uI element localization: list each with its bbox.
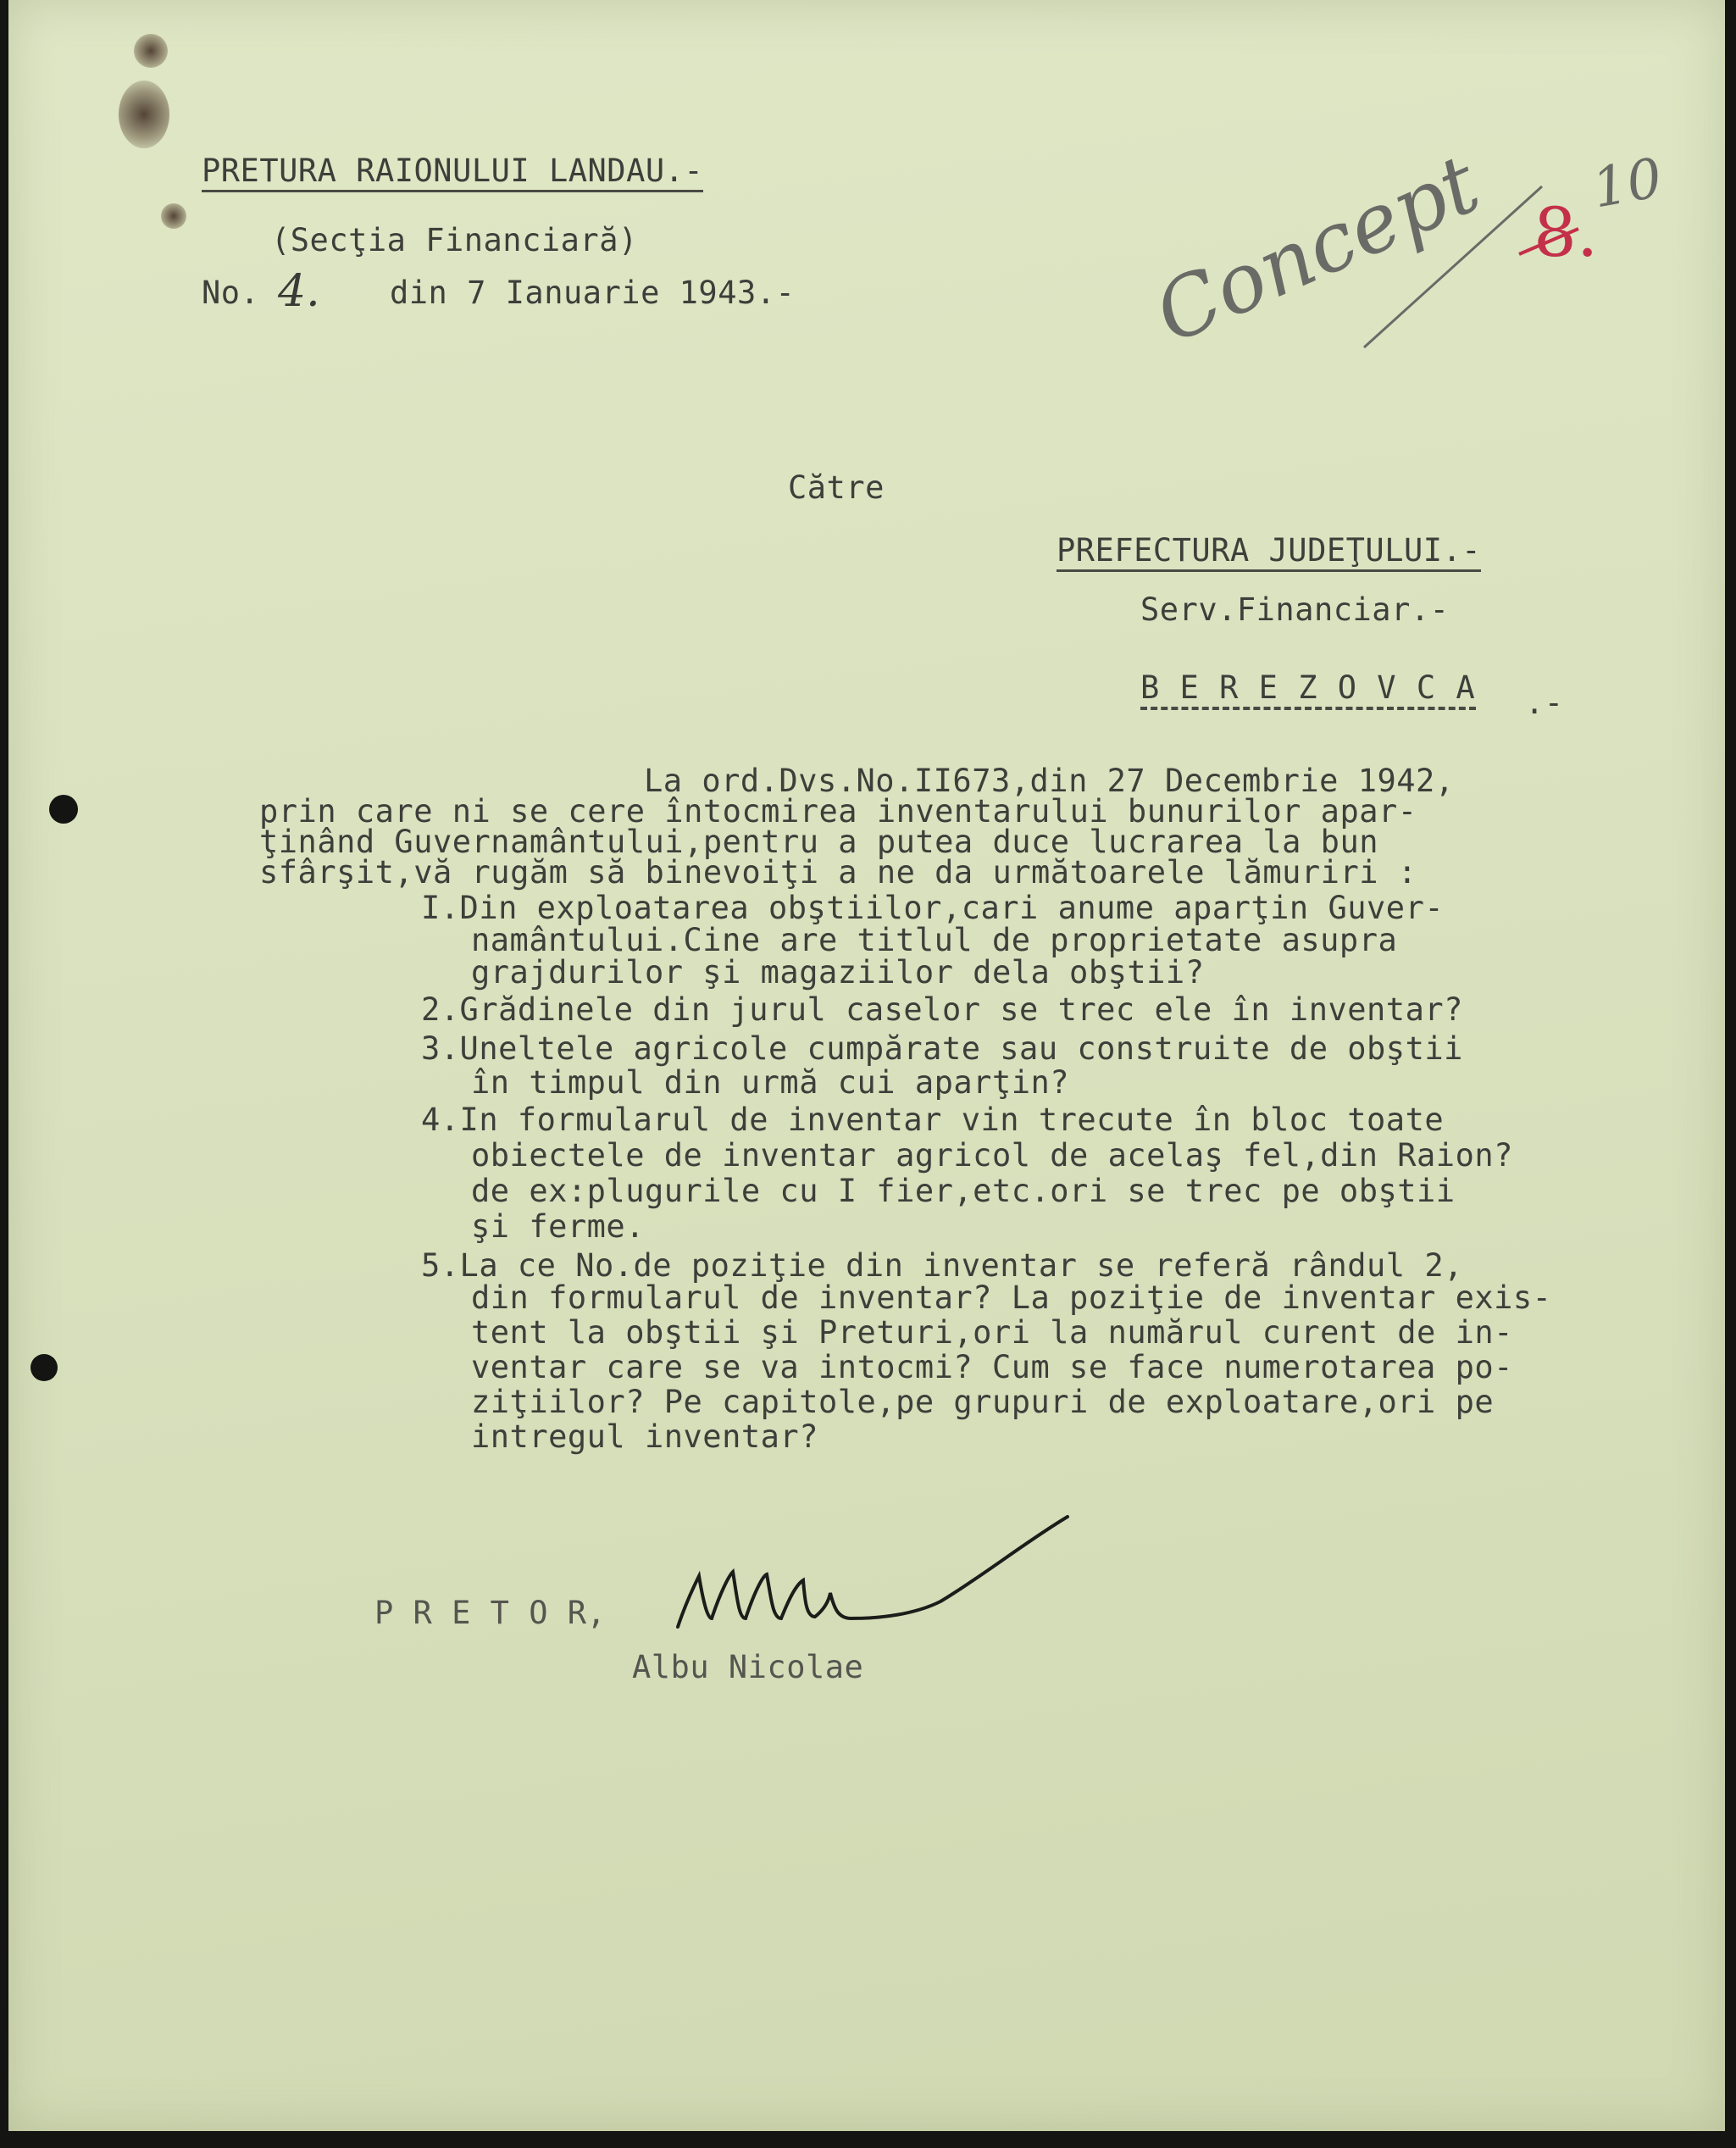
body-line: obiectele de inventar agricol de acelaş fel,din Raion? (471, 1137, 1513, 1174)
body-line: din formularul de inventar? La poziţie de inventar exis- (471, 1279, 1552, 1316)
red-strike-line (1515, 212, 1583, 280)
ink-stain (134, 34, 168, 68)
pencil-number-annotation: 10 (1588, 147, 1667, 221)
recipient-institution: PREFECTURA JUDEŢULUI.- (1057, 534, 1481, 572)
red-number-annotation: 8. (1534, 193, 1599, 272)
body-line: prin care ni se cere întocmirea inventarului bunurilor apar- (259, 793, 1417, 830)
body-line: ventar care se va intocmi? Cum se face numerotarea po- (471, 1349, 1513, 1385)
body-line: tent la obştii şi Preturi,ori la numărul curent de in- (471, 1314, 1513, 1351)
punch-hole-top (49, 795, 78, 824)
punch-hole-bottom (31, 1354, 58, 1381)
body-line: 2.Grădinele din jurul caselor se trec ele în inventar? (421, 991, 1463, 1028)
document-number-handwritten: 4. (278, 266, 320, 317)
ink-stain (119, 80, 169, 148)
body-line: de ex:plugurile cu I fier,etc.ori se trec pe obştii (471, 1173, 1456, 1209)
section-title: (Secţia Financiară) (271, 222, 638, 258)
body-line: 4.In formularul de inventar vin trecute în bloc toate (421, 1102, 1445, 1138)
body-line: La ord.Dvs.No.II673,din 27 Decembrie 1942, (644, 763, 1455, 799)
signature-title: P R E T O R, (374, 1595, 607, 1631)
ink-stain (161, 203, 186, 229)
body-line: ziţiilor? Pe capitole,pe grupuri de exploatare,ori pe (471, 1384, 1495, 1420)
body-line: I.Din exploatarea obştiilor,cari anume aparţin Guver- (421, 890, 1445, 926)
document-page (8, 0, 1725, 2131)
recipient-city: B E R E Z O V C A (1140, 671, 1476, 710)
office-title: PRETURA RAIONULUI LANDAU.- (202, 154, 703, 192)
handwritten-signature (661, 1491, 1101, 1661)
body-line: intregul inventar? (471, 1418, 818, 1455)
document-number-label: No. (202, 275, 260, 311)
body-line: grajdurilor şi magaziilor dela obştii? (471, 954, 1205, 991)
body-line: 3.Uneltele agricole cumpărate sau construite de obştii (421, 1030, 1463, 1067)
body-line: 5.La ce No.de poziţie din inventar se referă rândul 2, (421, 1247, 1463, 1284)
body-line: namântului.Cine are titlul de proprietate asupra (471, 922, 1398, 958)
body-line: ţinând Guvernamântului,pentru a putea duce lucrarea la bun (259, 824, 1379, 860)
signatory-name: Albu Nicolae (632, 1649, 864, 1685)
body-line: în timpul din urmă cui aparţin? (471, 1064, 1070, 1101)
body-line: sfârşit,vă rugăm să binevoiţi a ne da următoarele lămuriri : (259, 854, 1417, 891)
recipient-to: Către (788, 469, 885, 506)
body-line: şi ferme. (471, 1208, 645, 1245)
recipient-service: Serv.Financiar.- (1140, 591, 1450, 628)
document-date: din 7 Ianuarie 1943.- (390, 275, 796, 311)
recipient-city-suffix: .- (1525, 685, 1564, 721)
concept-annotation: Concept (1141, 136, 1493, 363)
